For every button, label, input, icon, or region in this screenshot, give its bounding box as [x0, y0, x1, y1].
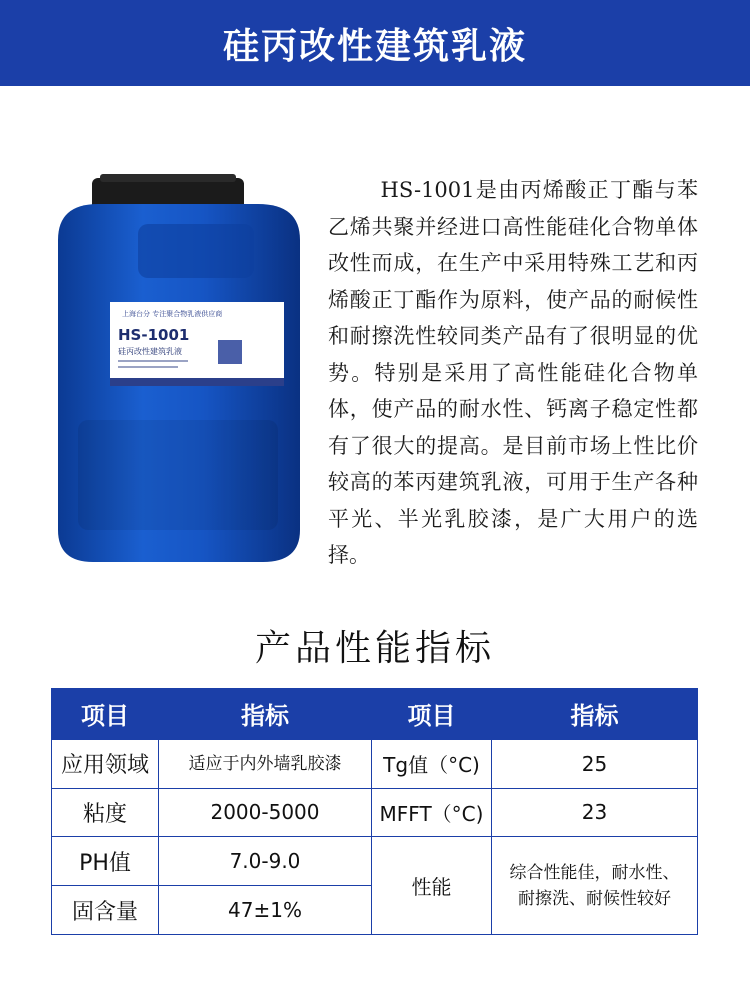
label-name-text: 硅丙改性建筑乳液 — [118, 347, 182, 356]
cell-value-performance — [492, 837, 698, 935]
table-row — [52, 788, 698, 837]
product-drum-image — [38, 170, 318, 580]
section-title: 产品性能指标 — [254, 628, 495, 669]
label-model-text: HS-1001 — [118, 326, 190, 344]
cell-value: 适应于内外墙乳胶漆 — [159, 739, 372, 788]
header-value-2: 指标 — [492, 689, 698, 740]
spec-table — [51, 688, 698, 935]
table-header-row — [52, 689, 698, 740]
header-item-2: 项目 — [372, 689, 492, 740]
page-title: 硅丙改性建筑乳液 — [222, 25, 527, 67]
table-row — [52, 739, 698, 788]
performance-line-1: 综合性能佳，耐水性、 — [509, 862, 680, 883]
cell-item: Tg值（°C) — [372, 739, 492, 788]
cell-item: MFFT（°C) — [372, 788, 492, 837]
title-banner — [0, 0, 750, 86]
cell-value: 47±1% — [159, 886, 372, 935]
product-description: HS-1001是由丙烯酸正丁酯与苯乙烯共聚并经进口高性能硅化合物单体改性而成，在生产中采用特殊工艺和丙烯酸正丁酯作为原料，使产品的耐候性和耐擦洗性较同类产品有了很明显的优势。特别是采用了高性能硅化合物单体，使产品的耐水性、钙离子稳定性都有了很大的提高。是目前市场上性比价较高的苯丙建筑乳液，可用于生产各种平光、半光乳胶漆，是广大用户的选择。 — [328, 178, 698, 567]
cell-item: 粘度 — [52, 788, 159, 837]
cell-item: 性能 — [372, 837, 492, 935]
cell-item: 应用领域 — [52, 739, 159, 788]
cell-item: PH值 — [52, 837, 159, 886]
cell-value: 23 — [492, 788, 698, 837]
cell-item: 固含量 — [52, 886, 159, 935]
header-value-1: 指标 — [159, 689, 372, 740]
label-top-text: 上海台分 专注聚合物乳液供应商 — [122, 310, 223, 318]
table-row — [52, 837, 698, 886]
cell-value: 25 — [492, 739, 698, 788]
drum-handle — [138, 224, 254, 278]
header-item-1: 项目 — [52, 689, 159, 740]
qr-code-icon — [218, 340, 242, 364]
performance-line-2: 耐擦洗、耐候性较好 — [518, 888, 671, 909]
cell-value: 2000-5000 — [159, 788, 372, 837]
cell-value: 7.0-9.0 — [159, 837, 372, 886]
